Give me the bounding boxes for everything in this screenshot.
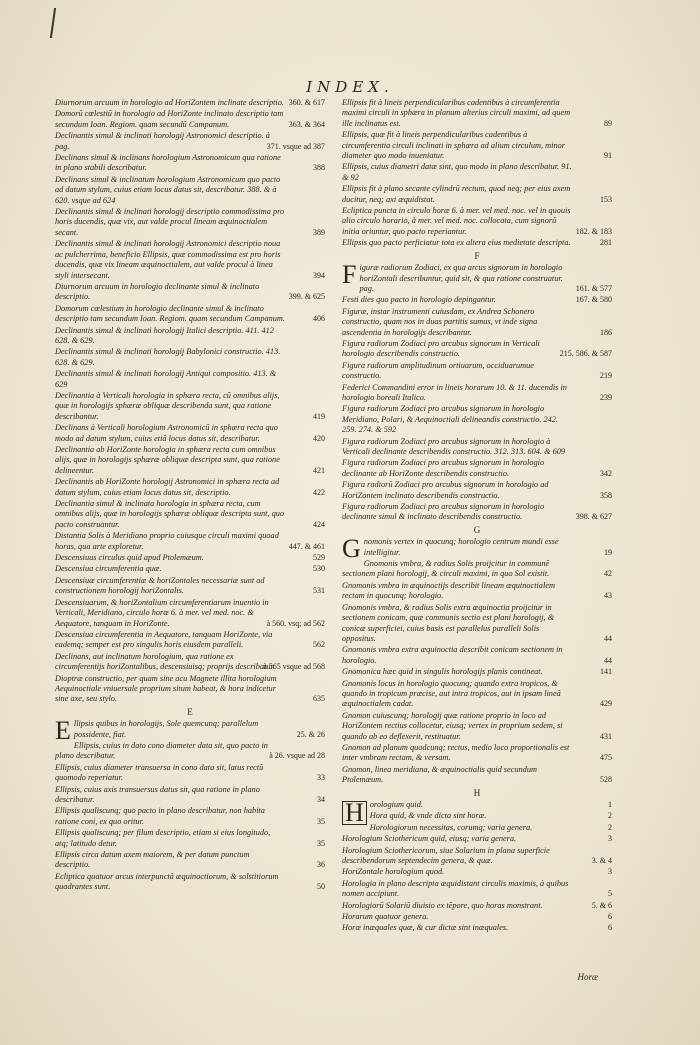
entry-page: 36	[317, 860, 325, 870]
index-entry	[342, 581, 612, 602]
drop-cap: E	[55, 716, 71, 746]
entry-text: Festi dies quo pacto in horologio depingantur.	[342, 295, 496, 305]
entry-page: 419	[313, 411, 325, 421]
entry-text: Descensiua circumferentia quæ.	[55, 564, 162, 574]
entry-text: Figura radiorum amplitudinum ortiuarum, occiduarumue constructio.	[342, 360, 534, 381]
index-entry	[342, 846, 612, 867]
index-entry	[342, 811, 612, 821]
entry-text: Horologium Sciothericum quid, eiusq; varia genera.	[342, 834, 517, 844]
entry-text: Diurnorum arcuum in horologio declinante simul & inclinato descriptio.	[55, 281, 260, 302]
index-entry	[55, 652, 325, 673]
entry-text: Ellipsis, cuius in dato cono diameter data sit, quo pacto in plano describatur.	[55, 740, 268, 761]
entry-page: 530	[313, 564, 325, 574]
entry-text: Ellipsis qualiscunq; quo pacto in plano describatur, non habita ratione coni, ex quo oritur.	[55, 806, 265, 826]
entry-page: 429	[600, 699, 612, 709]
entry-text: Ecliptica quatuor arcus interpunctã æquinoctiorum, & solstitiorum quadrantes sunt.	[55, 871, 279, 892]
index-entry	[55, 576, 325, 597]
index-entry	[342, 559, 612, 580]
index-entry	[55, 741, 325, 762]
index-entry	[55, 175, 325, 206]
entry-page: 447. & 461	[288, 541, 325, 551]
index-entry	[342, 458, 612, 479]
entry-text: Ellipsis fit à lineis perpendicularibus cadentibus à circumferentia maximi circuli in sphæra in planum alterius circuli maximi, ad quem ille inclinatus est.	[342, 98, 571, 128]
index-entry	[342, 98, 612, 129]
entry-page: 186	[600, 327, 612, 337]
entry-page: 89	[604, 118, 612, 128]
entry-page: 562	[313, 640, 325, 650]
entry-page: 635	[313, 694, 325, 704]
entry-page: 6	[608, 912, 612, 922]
entry-text: Declinantis ab HoriZonte horologij Astronomici in sphæra recta ad datum stylum, cuius etiam locus datus sit, descriptio.	[55, 477, 280, 497]
entry-text: Descensiuæ circumferentiæ & horiZontales necessariæ sunt ad constructionem horologij horiZontalis.	[55, 575, 265, 596]
catchword: Horæ	[577, 972, 598, 982]
entry-page: 422	[313, 487, 325, 497]
entry-text: Horologiorum necessitas, corumq; varia genera.	[369, 822, 533, 832]
entry-page: 161. & 577	[575, 283, 612, 293]
index-entry	[342, 295, 612, 305]
entry-text: Domorum cœlestium in horologio declinante simul & inclinato descriptio tam secundum Ioan. Regiom. quam secundum Campanum.	[55, 303, 285, 324]
entry-text: Declinantis simul & inclinati horologij Astronomici descriptio. à pag.	[55, 131, 270, 151]
entry-text: Gnomonis vmbra, & radius Solis extra æquinoctia proijcitur in sectionem conicam, quæ communis sectio est plani horologij, & conicæ superficiei, cuius basis est parallelus paralleli Solis oppositus.	[342, 602, 555, 643]
entry-text: Figura radiorum Zodiaci pro arcubus signorum in horologio declinante ab HoriZonte describendis constructio.	[342, 458, 545, 478]
entry-page: 406	[313, 314, 325, 324]
entry-text: Declinans à Verticali horologium Astronomicũ in sphæra recta quo modo ad datum stylum, cuius etiã locus datus sit, describatur.	[55, 423, 278, 443]
entry-text: Ellipsis, cuius axis transuersus datus sit, qua ratione in plano describatur.	[55, 784, 260, 804]
section-letter: G	[473, 524, 481, 535]
entry-text: Ellipsis, cuius diametri datæ sint, quo modo in plano describatur. 91. & 92	[342, 162, 572, 182]
index-entry	[342, 307, 612, 338]
entry-page: 34	[317, 795, 325, 804]
entry-text: Figura radiorum Zodiaci pro arcubus signorum in horologio à Verticali declinante describendis constructio. 312. 313. 604. & 609	[342, 436, 566, 456]
entry-text: Dioptræ constructio, per quam sine acu Magnete illita horologium Aequinoctiale vniuersale proprium situm habeat, & hora indicetur sine axe, seu stylo.	[55, 673, 277, 704]
entry-text: Gnomonis vmbra, & radius Solis proijcitur in communẽ sectionem plani horologij, & circuli maximi, in quo Sol existit.	[342, 559, 550, 579]
entry-page: 424	[313, 519, 325, 529]
index-entry	[342, 383, 612, 404]
left-column	[55, 98, 325, 894]
index-entry	[55, 598, 325, 629]
index-entry	[55, 872, 325, 893]
section-letter: E	[187, 706, 193, 717]
index-entry	[342, 206, 612, 237]
entry-page: 219	[600, 371, 612, 381]
entry-page: 33	[317, 773, 325, 783]
entry-page: 3. & 4	[591, 856, 612, 866]
index-entry	[55, 531, 325, 552]
entry-text: Figura radiorum Zodiaci pro arcubus signorum in horologio declinante simul & inclinato describendis constructio.	[342, 502, 545, 522]
entry-page: 2	[608, 822, 612, 832]
entry-text: Horologium Sciothericorum, siue Solarium in plana superficie describendorum septendecim genera, & quæ.	[342, 845, 550, 866]
index-entry	[55, 304, 325, 325]
index-entry	[342, 404, 612, 435]
index-entry	[55, 477, 325, 498]
entry-text: Hora quid, & vnde dicta sint horæ.	[369, 811, 487, 821]
entry-text: llipsis quibus in horologijs, Sole quemcunq; parallelum possidente, fiat.	[73, 719, 259, 739]
entry-page: 239	[600, 392, 612, 402]
entry-text: Gnomon, linea meridiana, & æquinoctialis quid secundum Ptolemæum.	[342, 764, 537, 785]
index-entry	[342, 361, 612, 382]
page-title: INDEX.	[306, 78, 394, 96]
index-entry	[55, 153, 325, 174]
index-entry	[55, 423, 325, 444]
entry-text: Declinans simul & inclinatum horologium Astronomicum quo pacto ad datum stylum, cuius etiam locus datus sit, describatur. 388. & à 620. vsque ad 624	[55, 174, 281, 205]
entry-page: 3	[608, 834, 612, 844]
index-entry	[55, 630, 325, 651]
entry-page: 35	[317, 816, 325, 826]
index-entry	[342, 130, 612, 161]
right-column	[342, 98, 612, 935]
index-entry	[55, 785, 325, 806]
entry-page: 3	[608, 867, 612, 877]
entry-page: 19	[604, 547, 612, 557]
entry-text: Gnomonica hæc quid in singulis horologijs planis contineat.	[342, 667, 543, 677]
entry-page: 43	[604, 591, 612, 601]
entry-page: 2	[608, 811, 612, 821]
entry-text: Declinantis simul & inclinati horologij Antiqui compositio. 413. & 629	[55, 369, 277, 389]
entry-page: 50	[317, 882, 325, 892]
index-entry	[342, 765, 612, 786]
entry-page: 431	[600, 731, 612, 741]
entry-page: à 565 vsque ad 568	[263, 662, 325, 672]
index-entry	[342, 923, 612, 933]
ink-mark	[50, 8, 60, 38]
entry-text: Ellipsis quo pacto perficiatur tota ex altera eius medietate descripta.	[342, 238, 571, 248]
index-entry	[342, 679, 612, 710]
entry-text: Ellipsis circa datum axem maiorem, & per datum punctum descriptio.	[55, 850, 250, 870]
index-entry	[55, 499, 325, 530]
entry-text: Figura radiorũ Zodiaci pro arcubus signorum in horologio ad HoriZontem inclinato describendis constructio.	[342, 480, 549, 500]
entry-text: Figura radiorum Zodiaci pro arcubus signorum in horologio Meridiano, Polari, & Aequinoctiali delineandis constructio. 242. 259. 274. & 592	[342, 404, 559, 435]
entry-text: Gnomonis locus in horologio quocunq; quando extra tropicos, & quando in tropicum præcise, aut intra tropicos, aut in ipsam lineã æquinoctialem cadat.	[342, 678, 561, 709]
entry-page: 167. & 580	[575, 295, 612, 305]
index-entry	[55, 131, 325, 152]
entry-text: Descensiuarum, & horiZontalium circumferentiarum inuentio in Verticali, Meridiano, circulo horæ 6. à mer. vel med. noc. & Aequatore, tanquam in HoriZonte.	[55, 597, 269, 628]
entry-text: Horarum quatuor genera.	[342, 912, 429, 922]
index-entry	[342, 743, 612, 764]
entry-page: 25. & 26	[296, 729, 325, 739]
entry-page: 182. & 183	[575, 226, 612, 236]
entry-text: Horologiorũ Solariũ diuisio ex tẽpore, quo horas monstrant.	[342, 900, 543, 910]
entry-text: Declinantis simul & inclinati horologij descriptio commodissima pro horis ducendis, quæ vix, aut valde procul lineam æquinoctialem secant.	[55, 207, 285, 237]
index-entry	[342, 823, 612, 833]
index-entry	[342, 901, 612, 911]
index-entry	[55, 98, 325, 108]
entry-page: 398. & 627	[575, 512, 612, 522]
index-entry	[55, 109, 325, 130]
entry-page: 153	[600, 194, 612, 204]
entry-page: 1	[608, 800, 612, 809]
index-entry	[342, 162, 612, 183]
entry-page: 6	[608, 923, 612, 933]
entry-text: Declinantis simul & inclinati horologij Italici descriptio. 411. 412 628. & 629.	[55, 325, 274, 345]
index-entry	[342, 534, 612, 564]
index-entry	[55, 828, 325, 849]
index-entry	[55, 763, 325, 784]
index-entry	[55, 674, 325, 705]
entry-text: Declinans, aut inclinatum horologium, qua ratione ex circumferentijs horiZontalibus, descensiuisq; proprijs describatur.	[55, 651, 275, 672]
entry-page: 5. & 6	[591, 900, 612, 910]
entry-text: Declinantia à Verticali horologia in sphæra recta, cũ omnibus alijs, quæ in horologijs sphæræ obliquæ describenda sunt, qua ratione describantur.	[55, 390, 280, 421]
index-entry	[342, 645, 612, 666]
entry-text: Declinantis simul & inclinati horologij Babylonici constructio. 413. 628. & 629.	[55, 347, 281, 367]
entry-page: 281	[600, 238, 612, 248]
entry-text: Gnomon cuiuscunq; horologij quæ ratione proprio in loco ad HoriZontem rectius collocetur, eiusq; vertex in proprium sedem, si quando ab eo deflexerit, restituatur.	[342, 710, 563, 741]
entry-text: Domorũ cœlestiũ in horologio ad HoriZonte inclinato descriptio tam secundum Ioan. Regiom. quam secundũ Campanum.	[55, 109, 284, 129]
entry-page: 42	[604, 569, 612, 579]
entry-page: 141	[600, 667, 612, 677]
entry-page: à 560. vsq; ad 562	[266, 618, 325, 628]
index-entry	[342, 912, 612, 922]
entry-page: 360. & 617	[288, 98, 325, 107]
index-entry	[342, 711, 612, 742]
entry-text: Declinantia simul & inclinata horologia in sphæra recta, cum omnibus alijs, quæ in horologijs sphæræ obliquæ descripta sunt, quo pacto construantur.	[55, 499, 285, 529]
index-entry	[55, 716, 325, 746]
entry-page: 528	[600, 775, 612, 785]
entry-text: Distantia Solis à Meridiano proprio cuiusque circuli maximi quoad horas, qua arte exploretur.	[55, 531, 279, 551]
entry-text: Diurnorum arcuum in horologio ad HoriZontem inclinate descriptio.	[55, 98, 284, 107]
entry-text: nomonis vertex in quocunq; horologio centrum mundi esse intelligitur.	[363, 537, 559, 557]
entry-text: Declinans simul & inclinans horologium Astronomicum qua ratione in plano stabili describatur.	[55, 153, 281, 173]
entry-text: Descensiua circumferentia in Aequatore, tanquam HoriZonte, via eademq; semper est pro singulis horis eiusdem paralleli.	[55, 629, 273, 650]
entry-text: Ellipsis, cuius diameter transuersa in cono data sit, latus rectũ quomodo reperiatur.	[55, 762, 264, 783]
entry-text: Descensiuus circulus quid apud Ptolemæum.	[55, 553, 204, 563]
index-entry	[55, 391, 325, 422]
entry-page: 215. 586. & 587	[559, 349, 612, 359]
entry-text: Figura radiorum Zodiaci pro arcubus signorum in Verticali horologio describendis constructio.	[342, 338, 540, 359]
entry-text: orologium quid.	[369, 800, 423, 809]
section-letter: H	[473, 787, 481, 798]
entry-text: Figuræ, instar instrumenti cuiusdam, ex Andrea Schonero constructio, quam nos in duas partitis sumus, vt inde signa ascendentia in horologijs describantur.	[342, 306, 538, 337]
entry-page: 531	[313, 586, 325, 596]
entry-page: 91	[604, 151, 612, 161]
index-entry	[342, 834, 612, 844]
index-entry	[342, 238, 612, 248]
entry-page: 529	[313, 553, 325, 563]
entry-page: 389	[313, 227, 325, 237]
index-entry	[342, 603, 612, 645]
entry-page: 399. & 625	[288, 292, 325, 302]
entry-text: Federici Commandini error in lineis horarum 10. & 11. ducendis in horologio boreali Italico.	[342, 382, 567, 402]
index-entry	[55, 850, 325, 871]
index-entry	[342, 437, 612, 458]
section-letter: F	[474, 250, 480, 261]
entry-text: Ecliptica puncta in circulo horæ 6. à mer. vel med. noc. vel in quouis alio circulo horario, à mer. vel med. noc. collocata, cum signorũ initia oriuntur, quo pacto reperiantur.	[342, 206, 571, 236]
entry-page: 342	[600, 468, 612, 478]
entry-page: 371. vsque ad 387	[266, 141, 325, 151]
entry-page: 363. & 364	[288, 119, 325, 129]
entry-page: 44	[604, 633, 612, 643]
entry-text: Horologia in plano descripta æquidistant circulis maximis, à quibus nomen accipiunt.	[342, 878, 569, 899]
index-entry	[342, 260, 612, 294]
entry-text: Horæ inæquales quæ, & cur dictæ sint inæquales.	[342, 923, 509, 933]
entry-page: 388	[313, 163, 325, 173]
entry-text: HoriZontale horologium quod.	[342, 867, 445, 877]
index-entry	[342, 867, 612, 877]
entry-text: Declinantis simul & inclinati horologij Astronomici descriptio noua ac pulcherrima, beneficio Ellipsis, quæ commodissima est pro horis ducendis, quæ vix lineam æquinoctialem, aut valde procul à linea styli intersecant.	[55, 239, 281, 280]
entry-text: Gnomonis vmbra extra æquinoctia describit conicam sectionem in horologio.	[342, 645, 563, 665]
entry-page: 421	[313, 465, 325, 475]
drop-cap: G	[342, 534, 361, 564]
entry-text: Ellipsis fit à plano secante cylindrũ rectum, quod neq; per eius axem ducitur, neq; axi æquidistat.	[342, 184, 571, 204]
entry-page: 475	[600, 753, 612, 763]
index-entry	[55, 207, 325, 238]
index-entry	[55, 326, 325, 347]
drop-cap: H	[342, 801, 367, 825]
index-entry	[55, 369, 325, 390]
index-entry	[55, 806, 325, 827]
entry-page: à 26. vsque ad 28	[269, 751, 325, 761]
entry-page: 420	[313, 433, 325, 443]
drop-cap: F	[342, 260, 357, 290]
entry-page: 358	[600, 490, 612, 500]
entry-page: 394	[313, 270, 325, 280]
entry-text: Ellipsis qualiscunq; per filum descriptio, etiam si eius longitudo, atq; latitudo detur.	[55, 828, 271, 848]
entry-text: Gnomon ad planum quodcunq; rectus, medio loco proportionalis est inter vmbram rectam, & versam.	[342, 742, 570, 763]
index-entry	[55, 239, 325, 281]
index-entry	[342, 667, 612, 677]
index-entry	[55, 564, 325, 574]
index-entry	[342, 184, 612, 205]
index-entry	[55, 553, 325, 563]
index-entry	[342, 339, 612, 360]
entry-text: Declinantia ab HoriZonte horologia in sphæra recta cum omnibus alijs, quæ in horologijs sphæræ obliquæ descripta sunt, qua ratione delineentur.	[55, 445, 280, 475]
entry-text: Gnomonis vmbra in æquinoctijs describit lineam æquinoctialem rectam in quocunq; horologio.	[342, 580, 555, 601]
index-entry	[342, 480, 612, 501]
entry-page: 44	[604, 655, 612, 665]
entry-text: Ellipsis, quæ fit à lineis perpendicularibus cadentibus à circumferentia circuli inclinati in sphæra ad alium circulum, minor diameter quo modo inueniatur.	[342, 130, 565, 161]
entry-page: 35	[317, 838, 325, 848]
index-entry	[342, 502, 612, 523]
index-entry	[55, 445, 325, 476]
entry-text: iguræ radiorum Zodiaci, ex qua arcus signorum in horologio horiZontali describuntur, quid sit, & qua ratione construatur. pag.	[359, 263, 563, 293]
index-entry	[55, 282, 325, 303]
index-entry	[55, 347, 325, 368]
index-entry	[342, 879, 612, 900]
entry-page: 5	[608, 889, 612, 899]
